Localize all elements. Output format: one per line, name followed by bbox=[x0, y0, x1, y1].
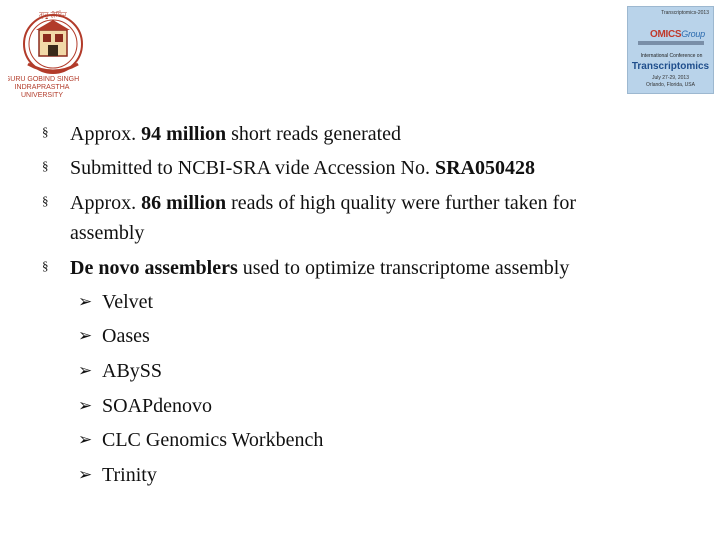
svg-text:UNIVERSITY: UNIVERSITY bbox=[20, 92, 64, 98]
arrow-icon: ➢ bbox=[78, 430, 93, 450]
assembler-item: Velvet bbox=[102, 291, 154, 313]
conference-tag: Transcriptomics-2013 bbox=[661, 10, 709, 16]
arrow-icon: ➢ bbox=[78, 465, 93, 485]
bullet-assemblers: De novo assemblers used to optimize transcriptome assembly bbox=[70, 257, 570, 279]
bullet-reads-generated: Approx. 94 million short reads generated bbox=[70, 123, 402, 145]
assembler-item: Oases bbox=[102, 325, 150, 347]
svg-text:GURU GOBIND SINGH: GURU GOBIND SINGH bbox=[8, 76, 80, 83]
bullet-icon: § bbox=[42, 124, 49, 139]
conference-subtitle: International Conference on bbox=[640, 53, 703, 59]
conference-date-place: July 27-29, 2013 Orlando, Florida, USA bbox=[646, 75, 695, 88]
svg-text:ਗੁਰੂ ਗੋਬਿੰਦ: ਗੁਰੂ ਗੋਬਿੰਦ bbox=[39, 11, 67, 19]
bullet-icon: § bbox=[42, 258, 49, 273]
arrow-icon: ➢ bbox=[78, 326, 93, 346]
arrow-icon: ➢ bbox=[78, 361, 93, 381]
arrow-icon: ➢ bbox=[78, 292, 93, 312]
bullet-icon: § bbox=[42, 193, 49, 208]
assembler-item: Trinity bbox=[102, 464, 157, 486]
bullet-high-quality-reads: Approx. 86 million reads of high quality were further taken for bbox=[70, 192, 576, 214]
assembler-item: CLC Genomics Workbench bbox=[102, 429, 324, 451]
arrow-icon: ➢ bbox=[78, 396, 93, 416]
assembler-item: ABySS bbox=[102, 360, 163, 382]
conference-title: Transcriptomics bbox=[631, 61, 710, 72]
assembler-item: SOAPdenovo bbox=[102, 395, 213, 417]
omics-group-logo: OMICSGroup bbox=[650, 29, 705, 40]
bullet-accession: Submitted to NCBI-SRA vide Accession No. SRA050428 bbox=[70, 157, 536, 179]
bullet-icon: § bbox=[42, 158, 49, 173]
bullet-high-quality-reads-cont: assembly bbox=[70, 222, 145, 244]
svg-text:INDRAPRASTHA: INDRAPRASTHA bbox=[14, 84, 70, 91]
